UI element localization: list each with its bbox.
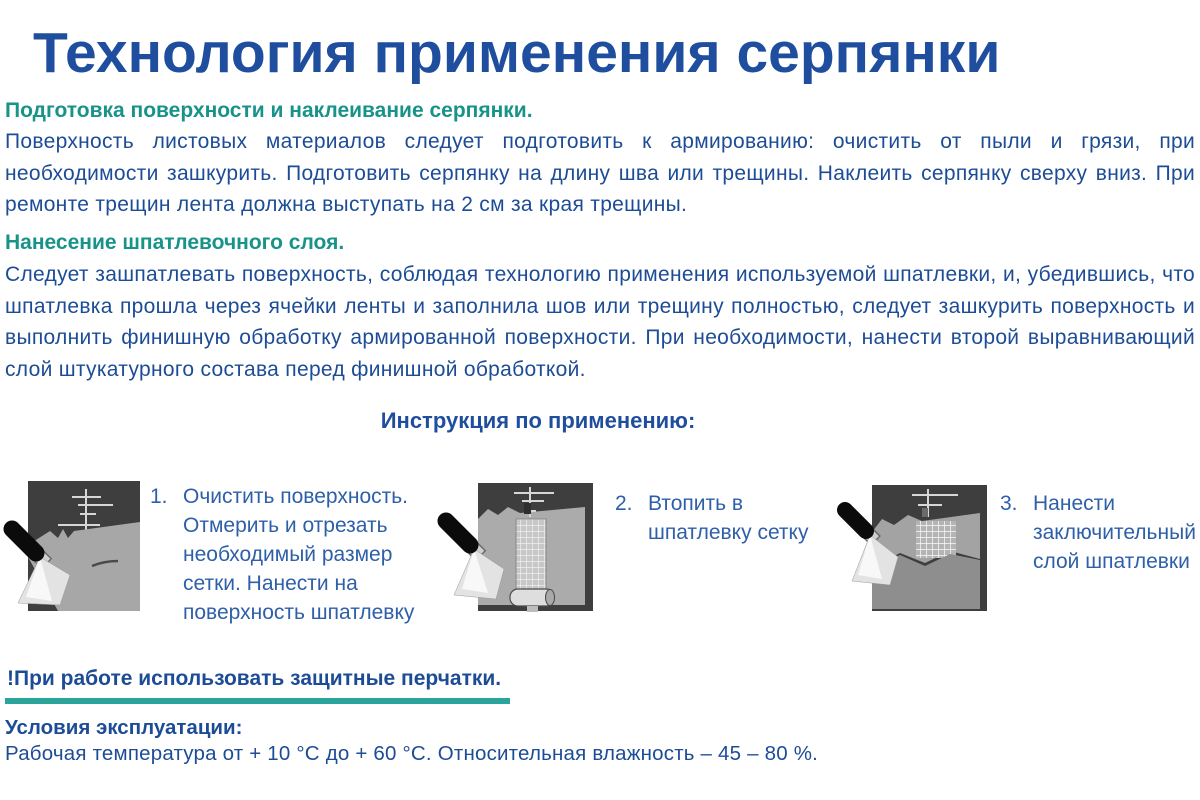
step-1-text [150,482,438,627]
step-3-illustration [830,477,1000,617]
section-1-body: Поверхность листовых материалов следует подготовить к армированию: очистить от пыли и грязи, при необходимости зашкурить. Подготовить серпянку на длину шва или трещины. Наклеить серпянку сверху вниз. При ремонте трещин лента должна выступать на 2 см за края трещины. [5,130,1195,216]
step-1-number: 1. [150,485,168,508]
step-1-illustration [0,477,170,617]
step-3-text [1000,489,1198,576]
trowel-final-layer-icon [830,477,990,617]
section-2-heading: Нанесение шпатлевочного слоя. [5,231,345,254]
conditions-heading: Условия эксплуатации: [5,716,243,739]
step-2-illustration [430,477,600,617]
section-1-heading: Подготовка поверхности и наклеивание серпянки. [5,99,533,122]
trowel-mesh-roll-icon [430,477,600,617]
crack-hole [922,508,928,517]
step-2-text [615,489,820,547]
safety-warning: !При работе использовать защитные перчатки. [7,667,502,690]
mesh-patch-icon [916,521,956,558]
step-3-label: Нанести заключительный слой шпатлевки [1033,492,1196,573]
page-title: Технология применения серпянки [33,21,1001,85]
trowel-putty-crack-icon [0,477,150,617]
step-2-label: Втопить в шпатлевку сетку [648,492,809,544]
crack-hole [524,503,531,514]
conditions-text: Рабочая температура от + 10 °С до + 60 °С. Относительная влажность – 45 – 80 %. [5,742,819,765]
mesh-strip-icon [516,519,546,592]
step-1-label: Очистить поверхность. Отмерить и отрезать необходимый размер сетки. Нанести на поверхность шпатлевку [183,485,415,624]
instructions-heading: Инструкция по применению: [380,408,696,433]
section-2-body: Следует зашпатлевать поверхность, соблюдая технологию применения используемой шпатлевки, и, убедившись, что шпатлевка прошла через ячейки ленты и заполнила шов или трещину полностью, следует зашкурить поверхность и выполнить финишную обработку армированной поверхности. При необходимости, нанести второй выравнивающий слой штукатурного состава перед финишной обработкой. [5,263,1195,381]
step-2-number: 2. [615,492,633,515]
step-3-number: 3. [1000,492,1018,515]
teal-underline-bar [5,698,510,704]
